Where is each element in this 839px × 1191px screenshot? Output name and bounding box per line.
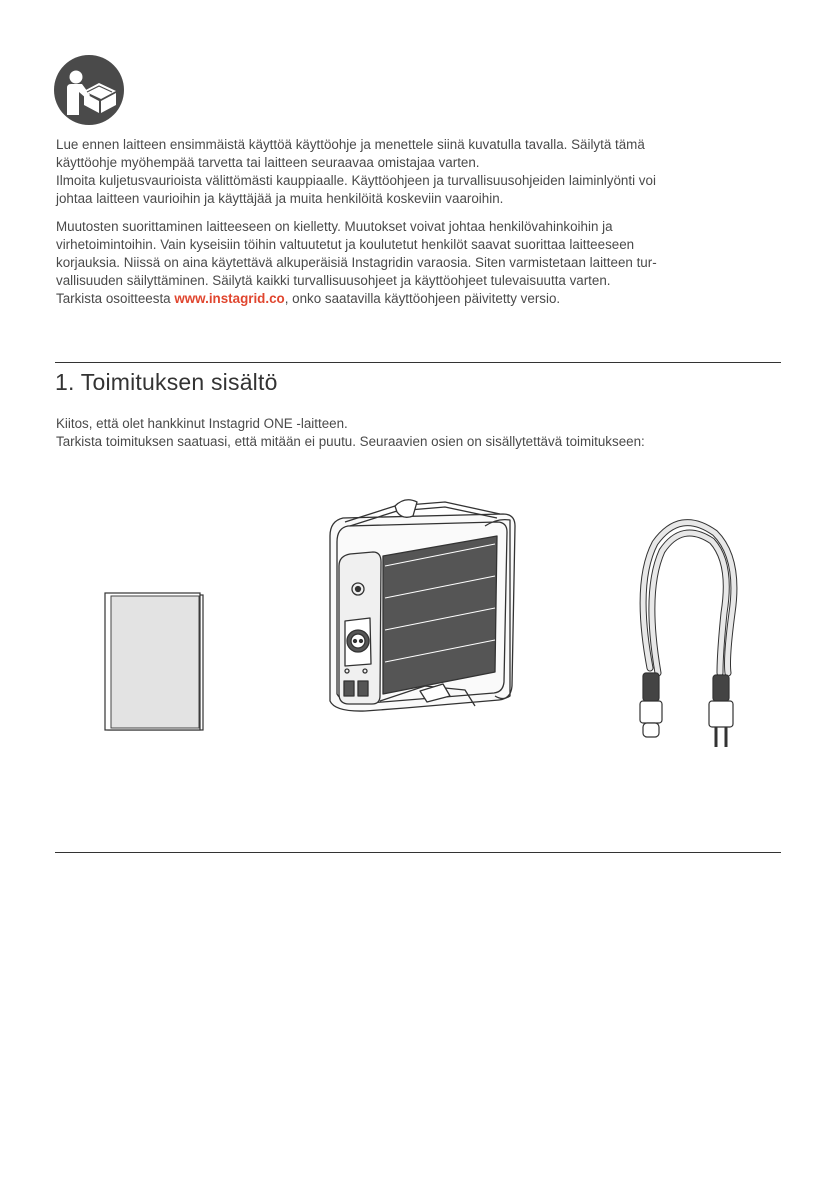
intro-line: Lue ennen laitteen ensimmäistä käyttöä käyttöohje ja menettele siinä kuvatulla tavalla. Säilytä tämä [56, 137, 645, 152]
intro-line: korjauksia. Niissä on aina käytettävä alkuperäisiä Instagridin varaosia. Siten varmistetaan laitteen tur- [56, 255, 657, 270]
intro-paragraph-2 [56, 218, 780, 308]
charging-cable-illustration [620, 513, 750, 753]
section-intro-line-1: Kiitos, että olet hankkinut Instagrid ONE -laitteen. [56, 416, 348, 431]
intro-line: virhetoimintoihin. Vain kyseisiin töihin valtuutetut ja koulutetut henkilöt saavat suorittaa laitteeseen [56, 237, 635, 252]
update-check-line [56, 290, 780, 308]
section-intro [56, 415, 786, 451]
section-intro-line-2: Tarkista toimituksen saatuasi, että mitään ei puutu. Seuraavien osien on sisällytettävä toimitukseen: [56, 434, 645, 449]
instagrid-one-device-illustration [325, 496, 520, 746]
intro-line: vallisuuden säilyttäminen. Säilytä kaikki turvallisuusohjeet ja käyttöohjeet tulevaisuutta varten. [56, 273, 611, 288]
website-link[interactable]: www.instagrid.co [174, 291, 285, 306]
intro-text [56, 136, 780, 318]
section-divider-bottom [55, 852, 781, 853]
section-divider-top [55, 362, 781, 363]
intro-line: Ilmoita kuljetusvaurioista välittömästi kauppiaalle. Käyttöohjeen ja turvallisuusohjeiden laiminlyönti voi [56, 173, 656, 188]
intro-line: Muutosten suorittaminen laitteeseen on kielletty. Muutokset voivat johtaa henkilövahinkoihin ja [56, 219, 613, 234]
section-title: 1. Toimituksen sisältö [55, 369, 278, 395]
manual-booklet-illustration [98, 590, 208, 735]
update-text-after: , onko saatavilla käyttöohjeen päivitetty versio. [284, 291, 561, 306]
read-manual-icon [54, 55, 124, 125]
intro-paragraph-1 [56, 136, 780, 208]
update-text-before: Tarkista osoitteesta [56, 291, 175, 306]
intro-line: johtaa laitteen vaurioihin ja käyttäjää ja muita henkilöitä koskeviin vaaroihin. [56, 191, 504, 206]
intro-line: käyttöohje myöhempää tarvetta tai laitteen seuraavaa omistajaa varten. [56, 155, 480, 170]
